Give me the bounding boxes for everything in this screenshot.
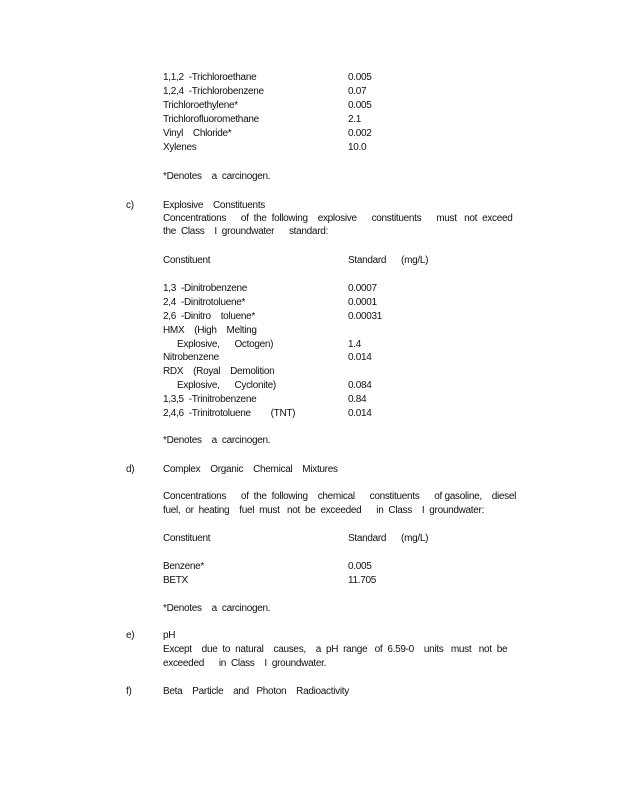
constituent-name: Trichlorofluoromethane xyxy=(163,114,259,125)
constituent-value: 11.705 xyxy=(348,575,377,586)
constituent-value: 0.005 xyxy=(348,561,372,572)
section-paragraph-line: exceeded in Class I groundwater. xyxy=(163,658,327,669)
section-paragraph-line: the Class I groundwater standard: xyxy=(163,226,328,237)
constituent-name: 1,3,5 -Trinitrobenzene xyxy=(163,394,257,405)
section-title: Beta Particle and Photon Radioactivity xyxy=(163,686,349,697)
section-label: c) xyxy=(126,200,134,211)
constituent-value: 0.07 xyxy=(348,86,367,97)
constituent-value: 0.014 xyxy=(348,352,372,363)
section-title: Complex Organic Chemical Mixtures xyxy=(163,464,338,475)
section-label: f) xyxy=(126,686,132,697)
constituent-name: 1,1,2 -Trichloroethane xyxy=(163,72,257,83)
constituent-value: 1.4 xyxy=(348,339,362,350)
column-header-constituent: Constituent xyxy=(163,533,211,544)
constituent-name: Benzene* xyxy=(163,561,204,572)
section-paragraph-line: fuel, or heating fuel must not be exceeded in Class I groundwater: xyxy=(163,505,485,516)
constituent-name: Xylenes xyxy=(163,142,197,153)
constituent-name: Explosive, Octogen) xyxy=(177,339,274,350)
section-title: Explosive Constituents xyxy=(163,200,265,211)
section-paragraph-line: Concentrations of the following chemical constituents of gasoline, diesel xyxy=(163,491,517,502)
constituent-name: Vinyl Chloride* xyxy=(163,128,232,139)
constituent-name: 2,4 -Dinitrotoluene* xyxy=(163,297,246,308)
constituent-value: 10.0 xyxy=(348,142,367,153)
constituent-value: 0.002 xyxy=(348,128,372,139)
constituent-value: 0.005 xyxy=(348,100,372,111)
section-label: d) xyxy=(126,464,135,475)
section-title: pH xyxy=(163,630,176,641)
constituent-value: 0.0001 xyxy=(348,297,377,308)
constituent-value: 0.084 xyxy=(348,380,372,391)
column-header-constituent: Constituent xyxy=(163,255,211,266)
section-label: e) xyxy=(126,630,135,641)
section-paragraph-line: Except due to natural causes, a pH range of 6.59-0 units must not be xyxy=(163,644,508,655)
column-header-standard: Standard (mg/L) xyxy=(348,533,429,544)
constituent-name: BETX xyxy=(163,575,188,586)
constituent-value: 2.1 xyxy=(348,114,362,125)
constituent-name: HMX (High Melting xyxy=(163,325,257,336)
section-paragraph-line: Concentrations of the following explosive constituents must not exceed xyxy=(163,213,513,224)
carcinogen-note: *Denotes a carcinogen. xyxy=(163,435,271,446)
constituent-name: 2,4,6 -Trinitrotoluene (TNT) xyxy=(163,408,296,419)
constituent-value: 0.00031 xyxy=(348,311,383,322)
constituent-value: 0.84 xyxy=(348,394,367,405)
constituent-name: 1,3 -Dinitrobenzene xyxy=(163,283,248,294)
constituent-name: 2,6 -Dinitro toluene* xyxy=(163,311,255,322)
constituent-name: 1,2,4 -Trichlorobenzene xyxy=(163,86,264,97)
constituent-value: 0.014 xyxy=(348,408,372,419)
constituent-value: 0.005 xyxy=(348,72,372,83)
constituent-name: Nitrobenzene xyxy=(163,352,219,363)
constituent-name: Explosive, Cyclonite) xyxy=(177,380,276,391)
constituent-name: Trichloroethylene* xyxy=(163,100,238,111)
carcinogen-note: *Denotes a carcinogen. xyxy=(163,603,271,614)
column-header-standard: Standard (mg/L) xyxy=(348,255,429,266)
constituent-value: 0.0007 xyxy=(348,283,377,294)
constituent-name: RDX (Royal Demolition xyxy=(163,366,275,377)
carcinogen-note: *Denotes a carcinogen. xyxy=(163,171,271,182)
